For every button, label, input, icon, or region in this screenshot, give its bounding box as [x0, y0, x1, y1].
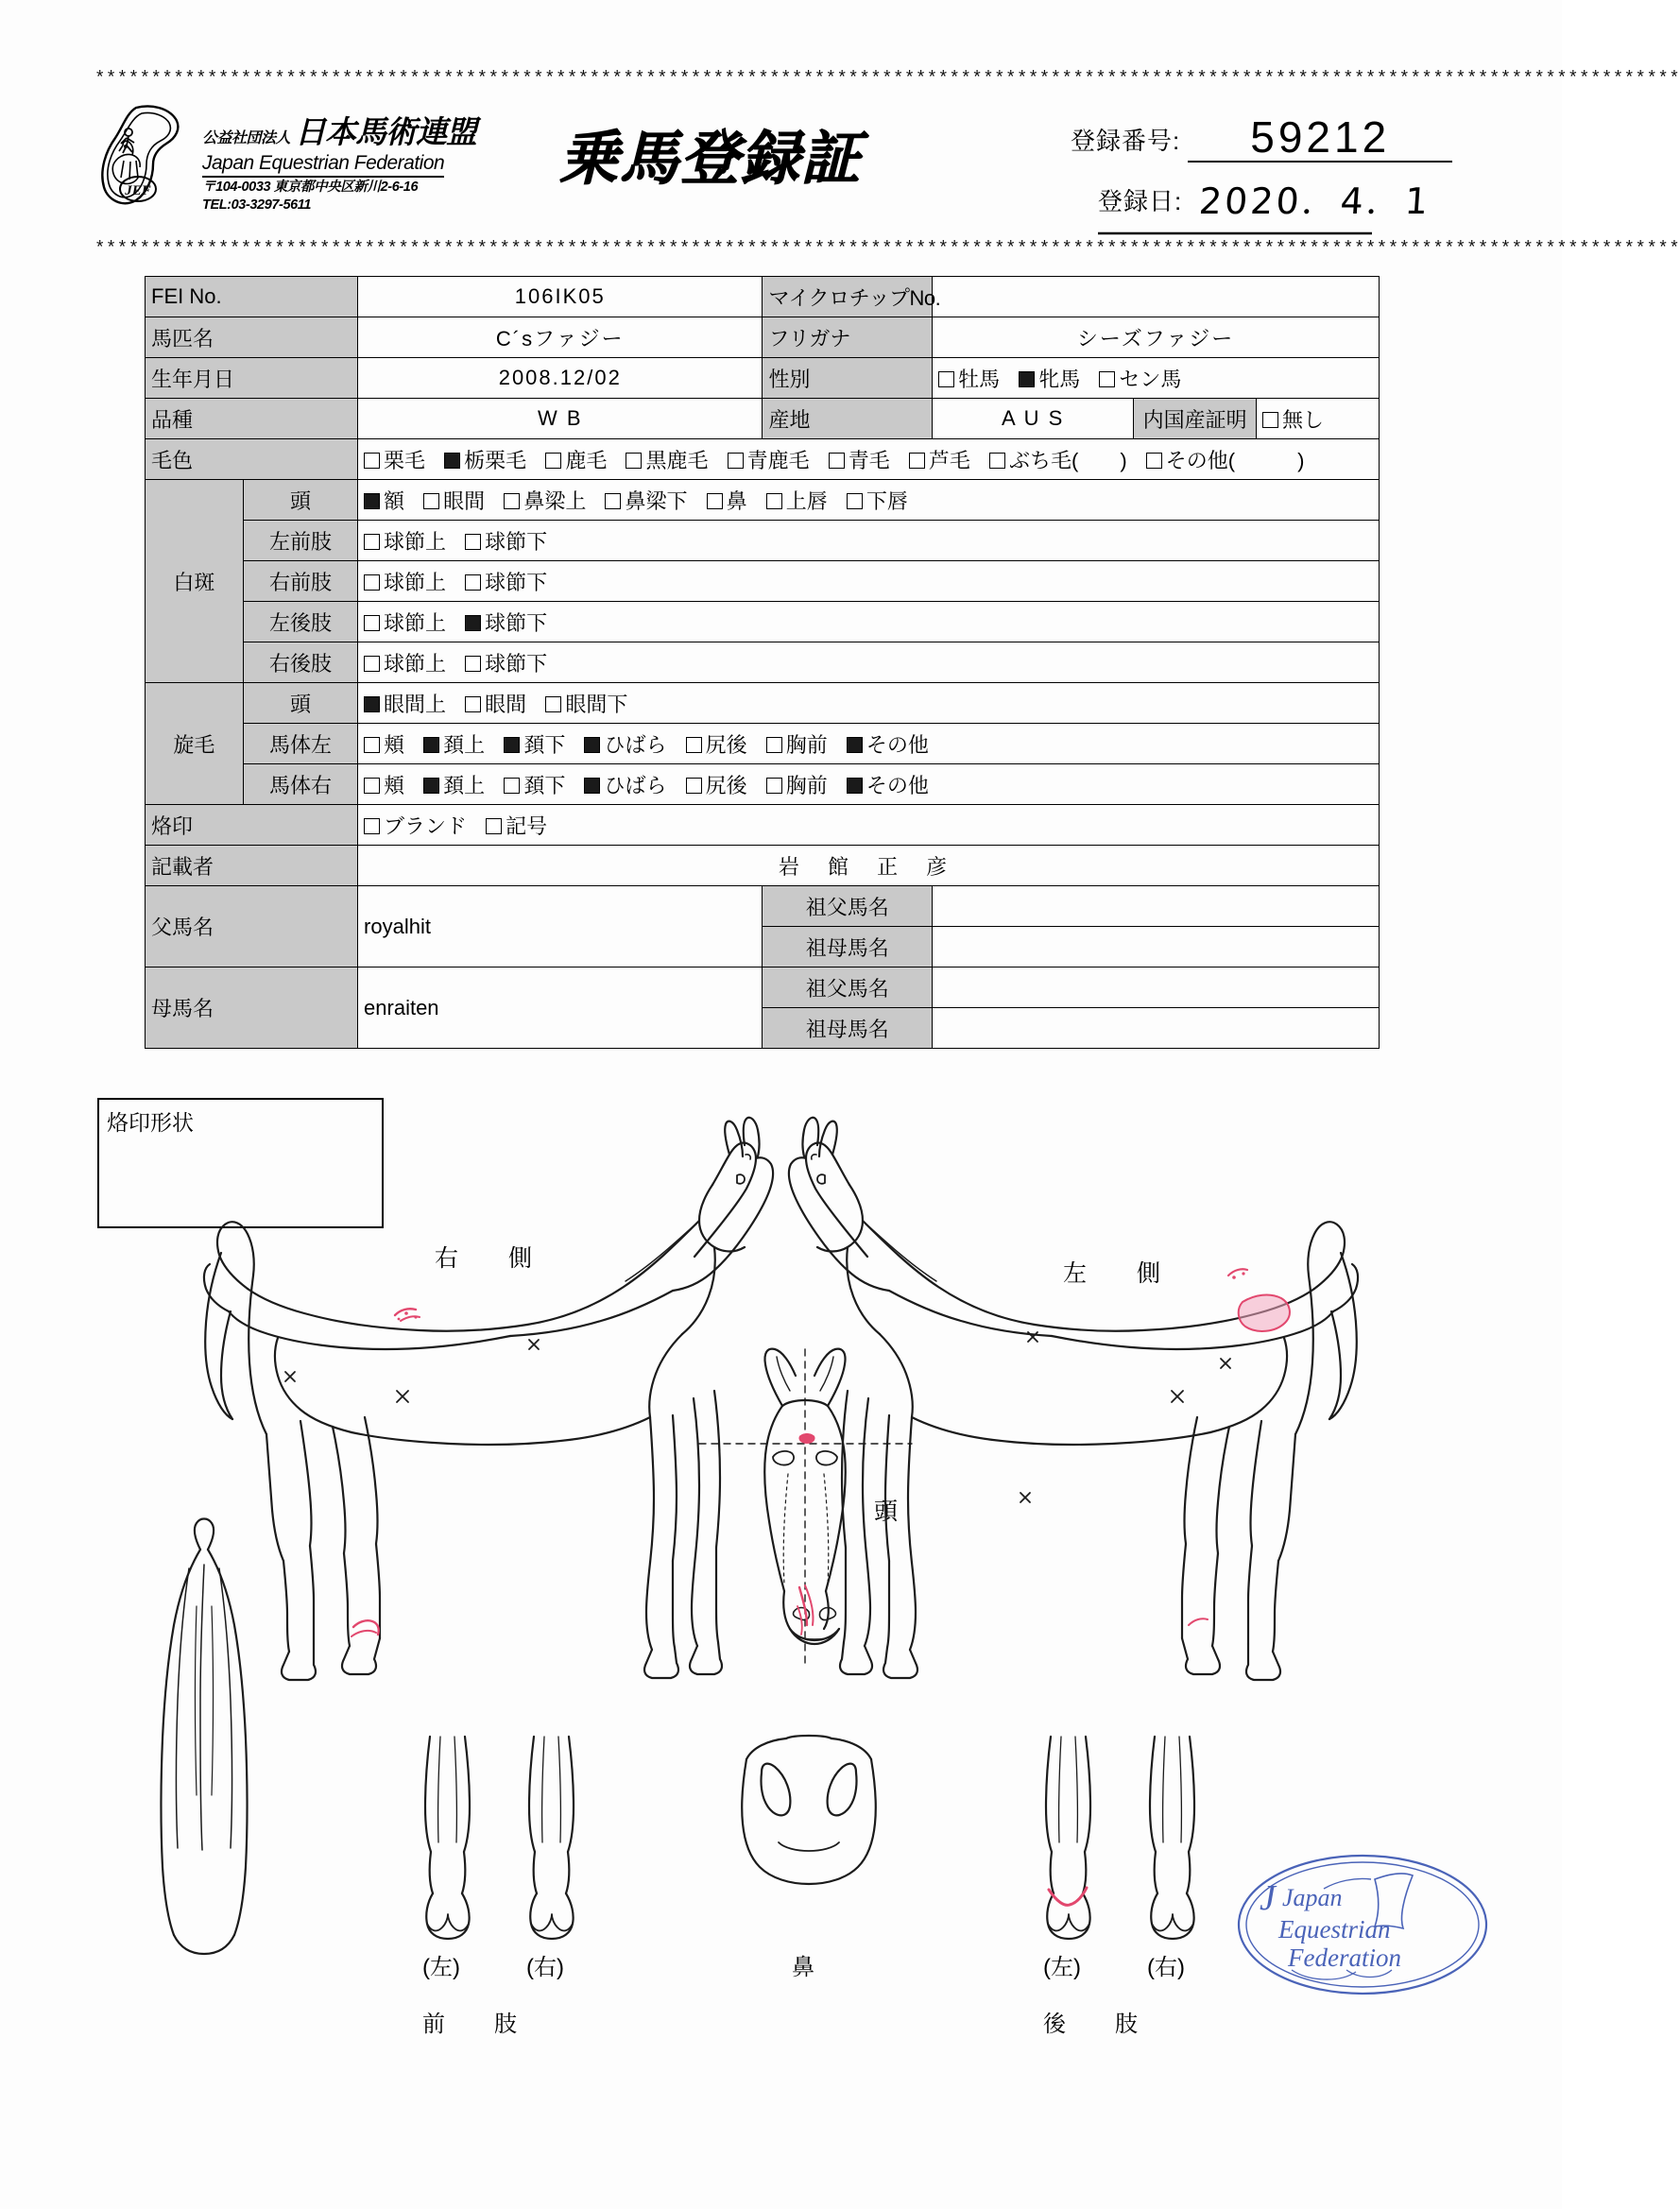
stamp-word-federation: Federation: [1288, 1944, 1401, 1972]
marking-head: [797, 1433, 815, 1635]
page-title: 乗馬登録証: [559, 127, 863, 192]
brand-option-brand[interactable]: ブランド: [364, 811, 467, 840]
whorl-head-option-below-eyes[interactable]: 眼間下: [545, 689, 627, 718]
white-rh-option-below-fetlock[interactable]: 球節下: [465, 648, 547, 677]
whorl-body-label-left: 馬体左: [243, 724, 357, 764]
hind-limb-group-label: 後 肢: [1043, 2012, 1151, 2037]
marking-left-side: [1189, 1269, 1290, 1625]
whorl-head-label: 頭: [243, 683, 357, 724]
domestic-cert-option[interactable]: 無し: [1257, 399, 1380, 439]
org-name-en: Japan Equestrian Federation: [202, 152, 444, 178]
hind-limb-right-label: (右): [1147, 1955, 1185, 1980]
whorl-right-option-chest[interactable]: 胸前: [766, 770, 828, 799]
coat-option-bay[interactable]: 鹿毛: [545, 445, 607, 474]
fei-no-label: FEI No.: [146, 277, 358, 317]
dam-label: 母馬名: [146, 968, 358, 1049]
horse-name-label: 馬匹名: [146, 317, 358, 358]
whorl-right-option-rear[interactable]: 尻後: [686, 770, 747, 799]
marking-right-side: [351, 1309, 420, 1636]
white-rh-option-above-fetlock[interactable]: 球節上: [364, 648, 446, 677]
coat-option-brown[interactable]: 青鹿毛: [728, 445, 810, 474]
horse-tail-rear-view: [162, 1519, 248, 1955]
white-limb-label-left-front: 左前肢: [243, 521, 357, 561]
white-head-option-upper-lip[interactable]: 上唇: [766, 486, 828, 515]
org-address-line1: 〒104-0033 東京都中央区新川2-6-16: [202, 180, 419, 195]
whorl-right-option-upper-neck[interactable]: 頚上: [423, 770, 485, 799]
whorl-head-option-between-eyes[interactable]: 眼間: [465, 689, 526, 718]
horse-name-value: C´sファジー: [358, 317, 763, 358]
registration-date-label: 登録日:: [1098, 187, 1183, 215]
coat-color-label: 毛色: [146, 439, 358, 480]
white-limb-label-left-hind: 左後肢: [243, 602, 357, 642]
sex-option-gelding[interactable]: セン馬: [1099, 364, 1181, 393]
marking-hind-left: [1049, 1888, 1087, 1905]
whorl-right-option-lower-neck[interactable]: 頚下: [504, 770, 565, 799]
brand-label: 烙印: [146, 805, 358, 846]
birth-date-label: 生年月日: [146, 358, 358, 399]
brand-shape-label: 烙印形状: [107, 1110, 194, 1135]
whorl-left-option-upper-neck[interactable]: 頚上: [423, 729, 485, 759]
diagram-label-left-side: 左 側: [1063, 1260, 1174, 1287]
domestic-cert-label: 内国産証明: [1134, 399, 1257, 439]
whorl-left-option-flank[interactable]: ひばら: [584, 729, 666, 759]
horse-left-side-view: [789, 1118, 1358, 1680]
org-address-line2: TEL:03-3297-5611: [202, 197, 312, 213]
whorl-right-option-flank[interactable]: ひばら: [584, 770, 666, 799]
whorl-label: 旋毛: [146, 683, 244, 805]
front-limb-left-diagram: [425, 1737, 470, 1939]
coat-option-dark-bay[interactable]: 黒鹿毛: [626, 445, 708, 474]
whorl-left-option-cheek[interactable]: 頬: [364, 729, 404, 759]
registration-date-value: 2020．4．1: [1197, 180, 1432, 222]
stamp-word-equestrian: Equestrian: [1278, 1915, 1391, 1944]
registration-number-label: 登録番号:: [1071, 127, 1181, 155]
org-prefix: 公益社団法人: [202, 130, 291, 146]
whorl-left-option-rear[interactable]: 尻後: [686, 729, 747, 759]
writer-label: 記載者: [146, 846, 358, 886]
white-lh-option-below-fetlock[interactable]: 球節下: [465, 608, 547, 637]
muzzle-front-view: [742, 1736, 876, 1884]
star-divider-top: *********************************************************************************************************************************************: [94, 68, 1680, 89]
white-head-option-nose[interactable]: 鼻: [707, 486, 747, 515]
white-marking-label: 白斑: [146, 480, 244, 683]
head-face-guidelines: [783, 1474, 829, 1584]
white-limb-label-right-hind: 右後肢: [243, 642, 357, 683]
registration-number-value: 59212: [1250, 112, 1391, 162]
sire-granddam-label: 祖母馬名: [763, 927, 933, 968]
jef-official-stamp: [1233, 1847, 1493, 2003]
white-head-label: 頭: [243, 480, 357, 521]
star-divider-bottom: *********************************************************************************************************************************************: [94, 238, 1680, 259]
jef-mark-text: JEF: [125, 183, 151, 198]
brand-option-symbol[interactable]: 記号: [486, 811, 547, 840]
origin-value: A U S: [933, 399, 1134, 439]
sire-grandsire-label: 祖父馬名: [763, 886, 933, 927]
dam-value: enraiten: [358, 968, 763, 1049]
white-head-option-lower-lip[interactable]: 下唇: [847, 486, 908, 515]
furigana-value: シーズファジー: [933, 317, 1380, 358]
sex-label: 性別: [763, 358, 933, 399]
white-lf-option-below-fetlock[interactable]: 球節下: [465, 526, 547, 556]
furigana-label: フリガナ: [763, 317, 933, 358]
dam-grandsire-label: 祖父馬名: [763, 968, 933, 1008]
stamp-initial-j: J: [1260, 1878, 1276, 1918]
white-head-option-lower-nose-bridge[interactable]: 鼻梁下: [605, 486, 687, 515]
front-limb-left-label: (左): [422, 1955, 460, 1980]
horse-right-side-view: [204, 1118, 773, 1680]
writer-value: 岩 館 正 彦: [358, 846, 1380, 886]
coat-option-grey[interactable]: 芦毛: [909, 445, 970, 474]
nose-label: 鼻: [792, 1955, 814, 1980]
front-limb-group-label: 前 肢: [422, 2012, 530, 2037]
diagram-label-head: 頭: [874, 1498, 899, 1525]
sire-value: royalhit: [358, 886, 763, 968]
birth-date-value: 2008.12/02: [358, 358, 763, 399]
whorl-body-label-right: 馬体右: [243, 764, 357, 805]
dam-granddam-label: 祖母馬名: [763, 1008, 933, 1049]
front-limb-right-label: (右): [526, 1955, 564, 1980]
white-limb-label-right-front: 右前肢: [243, 561, 357, 602]
origin-label: 産地: [763, 399, 933, 439]
front-limb-right-diagram: [529, 1737, 574, 1939]
sire-label: 父馬名: [146, 886, 358, 968]
whorl-head-option-above-eyes[interactable]: 眼間上: [364, 689, 446, 718]
whorl-left-option-chest[interactable]: 胸前: [766, 729, 828, 759]
hind-limb-right-diagram: [1150, 1737, 1194, 1939]
white-lf-option-above-fetlock[interactable]: 球節上: [364, 526, 446, 556]
whorl-marks-left-side: [1020, 1332, 1230, 1502]
sex-option-mare[interactable]: 牝馬: [1019, 364, 1080, 393]
coat-option-spotted[interactable]: ぶち毛( ): [989, 445, 1127, 474]
white-head-option-forehead[interactable]: 額: [364, 486, 404, 515]
microchip-label: マイクロチップNo.: [763, 277, 933, 317]
coat-option-liver-chestnut[interactable]: 栃栗毛: [444, 445, 526, 474]
white-head-option-upper-nose-bridge[interactable]: 鼻梁上: [504, 486, 586, 515]
fei-no-value: 106IK05: [358, 277, 763, 317]
coat-option-other[interactable]: その他( ): [1146, 445, 1305, 474]
whorl-right-option-cheek[interactable]: 頬: [364, 770, 404, 799]
white-head-option-between-eyes[interactable]: 眼間: [423, 486, 485, 515]
white-lh-option-above-fetlock[interactable]: 球節上: [364, 608, 446, 637]
org-name-jp: 日本馬術連盟: [295, 114, 477, 149]
diagram-label-right-side: 右 側: [435, 1245, 546, 1272]
breed-value: W B: [358, 399, 763, 439]
whorl-left-option-other[interactable]: その他: [847, 729, 929, 759]
whorl-left-option-lower-neck[interactable]: 頚下: [504, 729, 565, 759]
coat-option-black[interactable]: 青毛: [829, 445, 890, 474]
whorl-right-option-other[interactable]: その他: [847, 770, 929, 799]
white-rf-option-below-fetlock[interactable]: 球節下: [465, 567, 547, 596]
coat-option-chestnut[interactable]: 栗毛: [364, 445, 425, 474]
breed-label: 品種: [146, 399, 358, 439]
hind-limb-left-label: (左): [1043, 1955, 1081, 1980]
hind-limb-left-diagram: [1046, 1737, 1090, 1939]
white-rf-option-above-fetlock[interactable]: 球節上: [364, 567, 446, 596]
sex-option-stallion[interactable]: 牡馬: [938, 364, 1000, 393]
stamp-word-japan: Japan: [1282, 1884, 1343, 1911]
